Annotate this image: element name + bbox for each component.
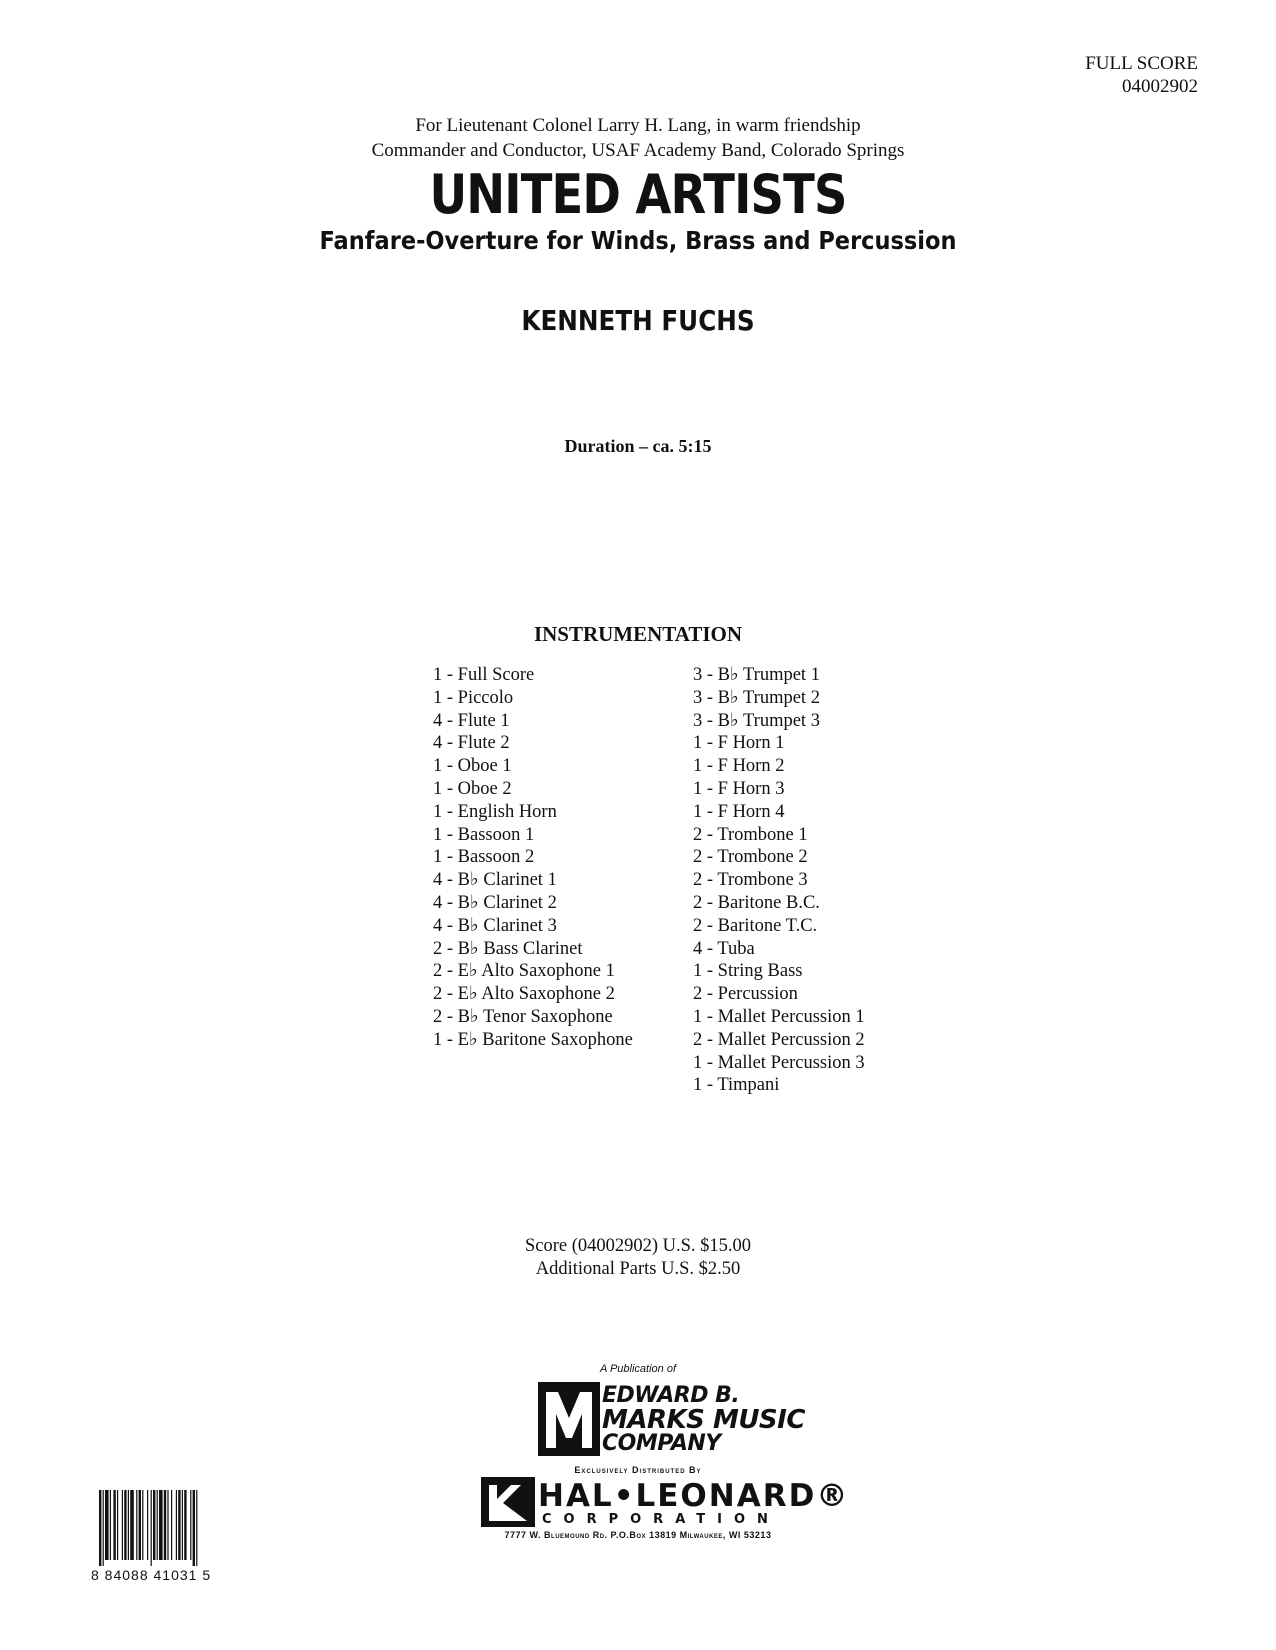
barcode-bar xyxy=(139,1490,141,1560)
composer-name: KENNETH FUCHS xyxy=(521,304,755,337)
list-item: 1 - Oboe 1 xyxy=(433,756,512,777)
list-item: 2 - Trombone 3 xyxy=(693,870,808,891)
barcode-bar xyxy=(178,1490,180,1560)
list-item: 3 - B♭ Trumpet 2 xyxy=(693,687,820,708)
list-item: 1 - Mallet Percussion 1 xyxy=(693,1006,865,1027)
list-item: 1 - String Bass xyxy=(693,961,803,982)
barcode-bar xyxy=(182,1490,183,1560)
list-item: 1 - Piccolo xyxy=(433,687,514,708)
barcode-bar xyxy=(157,1490,158,1560)
list-item: 4 - B♭ Clarinet 2 xyxy=(433,892,557,913)
list-item: 2 - Baritone B.C. xyxy=(693,892,820,913)
barcode-bar xyxy=(151,1490,152,1566)
instrumentation-column-1 xyxy=(433,664,633,1052)
distributor-corporation: CORPORATION xyxy=(542,1512,780,1527)
publisher-name-line: COMPANY xyxy=(602,1431,721,1456)
list-item: 1 - Mallet Percussion 3 xyxy=(693,1052,865,1073)
score-type: FULL SCORE xyxy=(1085,53,1198,74)
barcode-bar xyxy=(124,1490,126,1560)
list-item: 1 - F Horn 4 xyxy=(693,801,785,822)
barcode-bar xyxy=(193,1490,195,1566)
distributed-by-label: Exclusively Distributed By xyxy=(574,1465,702,1475)
barcode-bar xyxy=(196,1490,197,1566)
list-item: 4 - B♭ Clarinet 3 xyxy=(433,915,557,936)
barcode-bar xyxy=(147,1490,148,1560)
barcode-digits: 8 84088 41031 5 xyxy=(91,1567,212,1583)
list-item: 4 - Flute 1 xyxy=(433,710,510,731)
barcode-bar xyxy=(136,1490,137,1560)
barcode-bar xyxy=(130,1490,134,1560)
edward-b-marks-logo-icon xyxy=(538,1382,600,1456)
barcode-bar xyxy=(159,1490,163,1560)
list-item: 2 - Baritone T.C. xyxy=(693,915,818,936)
list-item: 1 - Timpani xyxy=(693,1075,780,1096)
page-subtitle: Fanfare-Overture for Winds, Brass and Percussion xyxy=(319,226,957,255)
publisher-name-line: EDWARD B. xyxy=(602,1383,740,1408)
barcode-bar xyxy=(128,1490,129,1560)
score-price: Score (04002902) U.S. $15.00 xyxy=(524,1236,752,1256)
list-item: 2 - B♭ Tenor Saxophone xyxy=(433,1006,613,1027)
dedication xyxy=(0,113,1276,163)
barcode-bar xyxy=(99,1490,101,1566)
publisher-name xyxy=(602,1384,805,1456)
publication-label: A Publication of xyxy=(599,1363,677,1375)
list-item: 1 - F Horn 2 xyxy=(693,756,785,777)
barcode-bar xyxy=(176,1490,177,1560)
distributor-address: 7777 W. Bluemound Rd. P.O.Box 13819 Milwaukee, WI 53213 xyxy=(504,1530,772,1540)
parts-price: Additional Parts U.S. $2.50 xyxy=(535,1259,741,1279)
list-item: 4 - B♭ Clarinet 1 xyxy=(433,870,557,891)
barcode-bar xyxy=(164,1490,166,1560)
hal-leonard-logo-icon xyxy=(481,1477,535,1527)
list-item: 1 - F Horn 1 xyxy=(693,733,785,754)
barcode-bar xyxy=(113,1490,115,1560)
distributor-name: HAL•LEONARD® xyxy=(538,1478,850,1514)
list-item: 3 - B♭ Trumpet 3 xyxy=(693,710,820,731)
list-item: 2 - Mallet Percussion 2 xyxy=(693,1029,865,1050)
barcode-icon xyxy=(97,1490,247,1566)
list-item: 1 - Full Score xyxy=(433,665,535,685)
list-item: 1 - Bassoon 2 xyxy=(433,847,535,868)
dedication-line-2: Commander and Conductor, USAF Academy Band, Colorado Springs xyxy=(371,140,905,161)
list-item: 2 - E♭ Alto Saxophone 2 xyxy=(433,984,615,1005)
barcode-bar xyxy=(103,1490,104,1566)
pricing xyxy=(0,1235,1276,1281)
barcode-bar xyxy=(171,1490,172,1560)
barcode-bar xyxy=(105,1490,109,1560)
list-item: 1 - F Horn 3 xyxy=(693,778,785,799)
instrumentation-column-2 xyxy=(693,664,865,1097)
duration: Duration – ca. 5:15 xyxy=(564,436,712,456)
list-item: 2 - Trombone 2 xyxy=(693,847,808,868)
barcode-bar xyxy=(117,1490,118,1560)
barcode-bar xyxy=(184,1490,186,1560)
publisher-name-line: MARKS MUSIC xyxy=(602,1405,805,1435)
list-item: 1 - E♭ Baritone Saxophone xyxy=(433,1029,633,1050)
barcode-bar xyxy=(142,1490,143,1560)
dedication-line-1: For Lieutenant Colonel Larry H. Lang, in warm friendship xyxy=(415,115,861,136)
list-item: 2 - Trombone 1 xyxy=(693,824,808,845)
barcode-bar xyxy=(190,1490,191,1560)
list-item: 4 - Tuba xyxy=(693,938,755,959)
list-item: 2 - B♭ Bass Clarinet xyxy=(433,938,583,959)
score-header xyxy=(1085,52,1198,98)
list-item: 4 - Flute 2 xyxy=(433,733,510,754)
barcode-bar xyxy=(110,1490,111,1560)
barcode-bar xyxy=(153,1490,155,1560)
list-item: 1 - Bassoon 1 xyxy=(433,824,535,845)
list-item: 1 - English Horn xyxy=(433,801,557,822)
catalog-number: 04002902 xyxy=(1122,76,1198,97)
barcode-bar xyxy=(167,1490,168,1560)
list-item: 2 - Percussion xyxy=(693,984,798,1005)
page-title: UNITED ARTISTS xyxy=(429,163,847,226)
list-item: 2 - E♭ Alto Saxophone 1 xyxy=(433,961,615,982)
list-item: 3 - B♭ Trumpet 1 xyxy=(693,665,820,685)
barcode-bar xyxy=(122,1490,123,1560)
instrumentation-heading: INSTRUMENTATION xyxy=(533,622,743,646)
list-item: 1 - Oboe 2 xyxy=(433,778,512,799)
